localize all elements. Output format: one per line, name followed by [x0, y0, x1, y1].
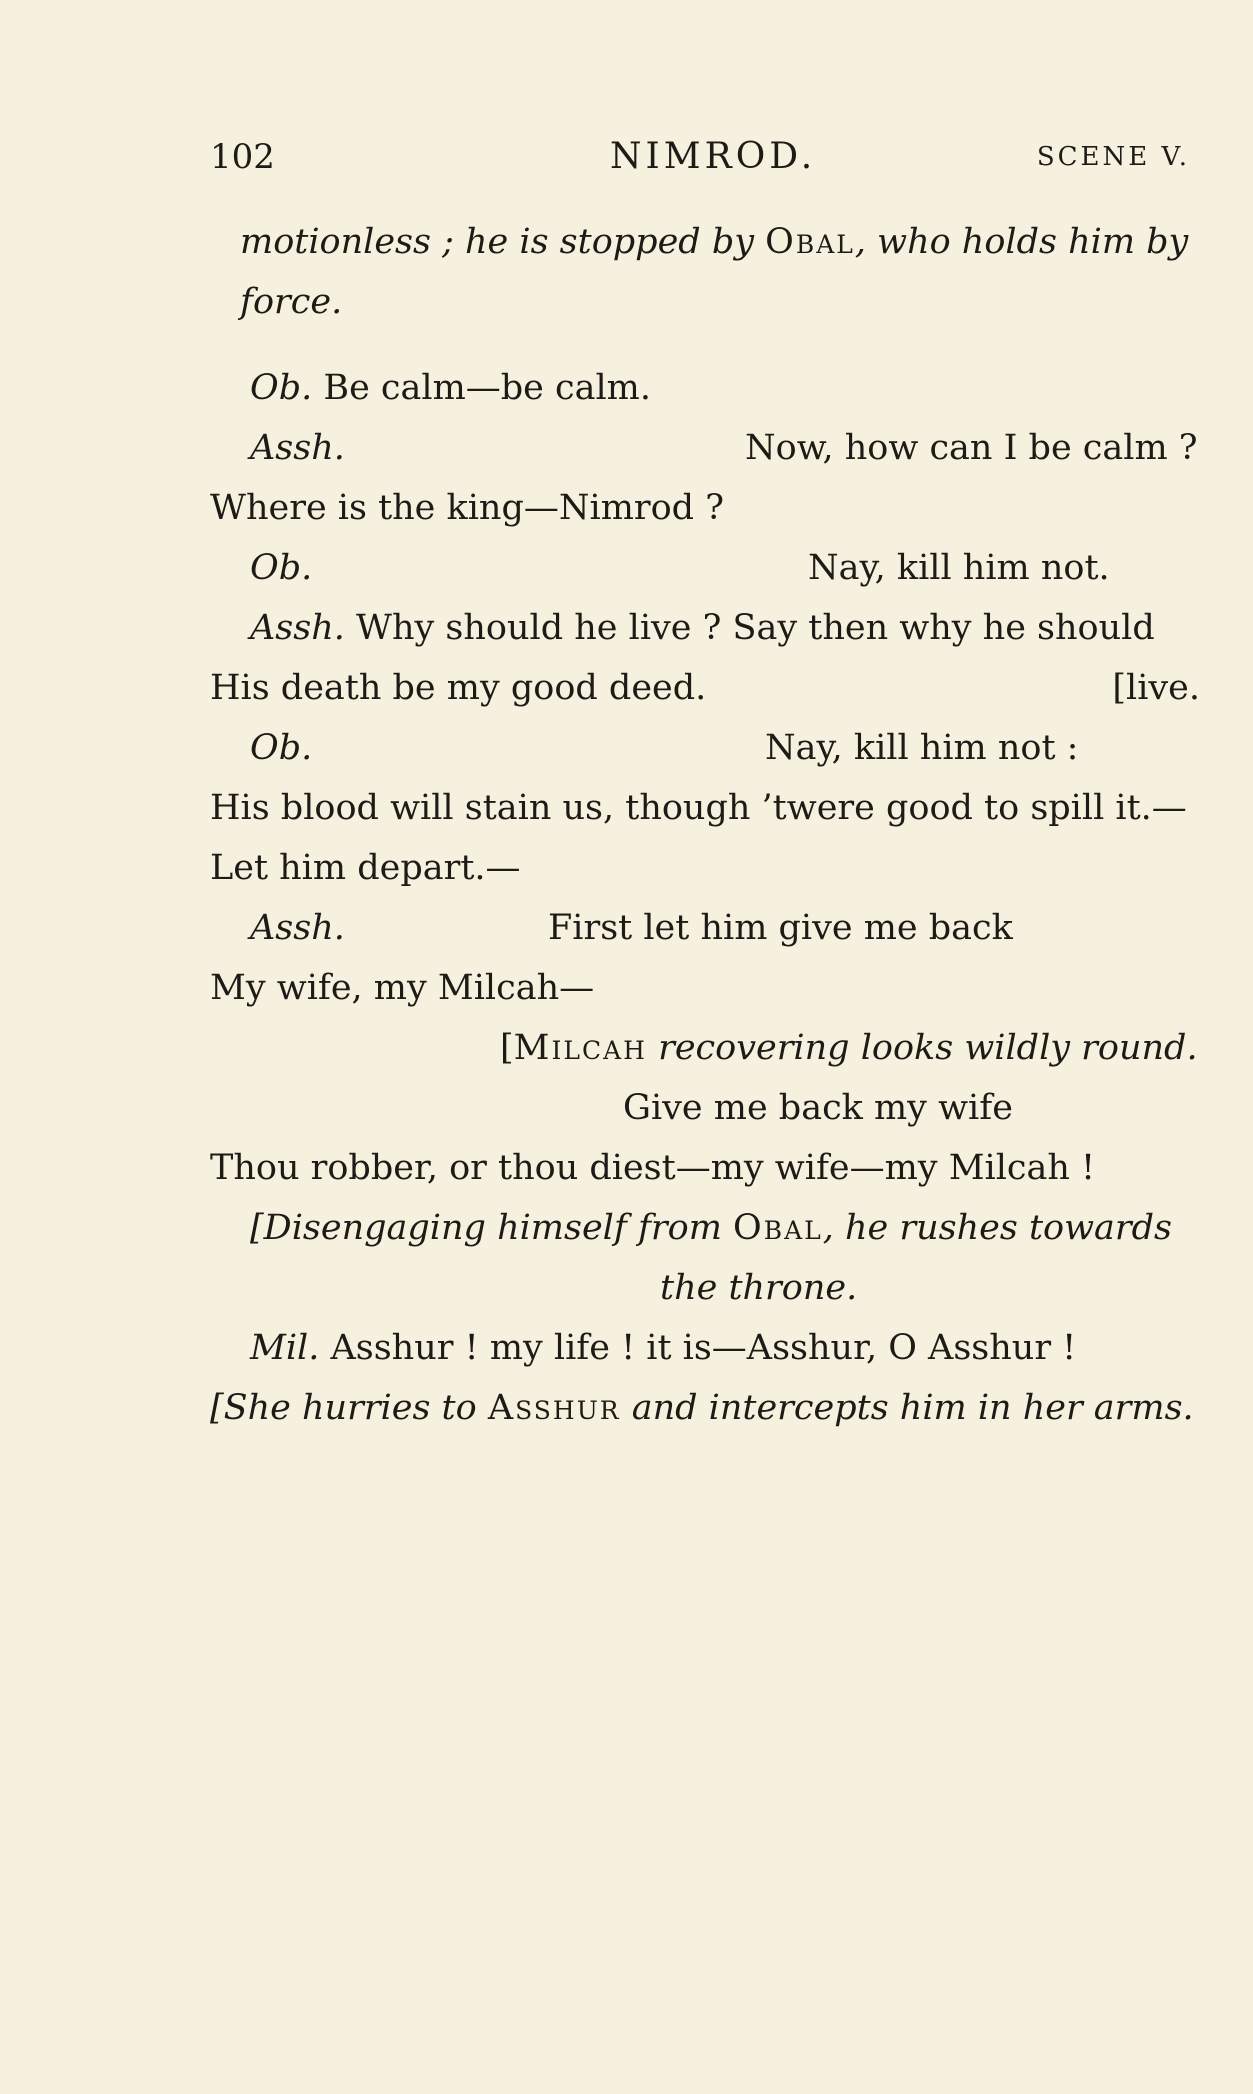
dialogue-line: Where is the king—Nimrod ?: [210, 488, 724, 528]
dialogue-line: Give me back my wife: [623, 1088, 1013, 1128]
play-text: [210, 212, 1200, 1438]
dialogue-line: Let him depart.—: [210, 848, 521, 888]
speaker-label: Assh.: [250, 428, 345, 468]
dialogue-line: Assh. First let him give me back: [210, 898, 1200, 958]
speaker-label: Ob.: [250, 728, 313, 768]
scene-label: SCENE V.: [1036, 142, 1190, 172]
dialogue-line: His death be my good deed. [live.: [210, 668, 1200, 708]
stage-direction: [She hurries to Asshur and intercepts him in her arms.: [210, 1388, 1194, 1428]
dialogue-line: Assh. Why should he live ? Say then why he should: [250, 608, 1155, 648]
dialogue-line: His blood will stain us, though ’twere good to spill it.—: [210, 788, 1187, 828]
speaker-label: Assh.: [250, 908, 345, 948]
page-number: 102: [210, 137, 275, 177]
stage-direction: the throne.: [660, 1268, 858, 1308]
stage-direction: [Disengaging himself from Obal, he rushes towards: [250, 1208, 1173, 1248]
character-name: Milcah: [513, 1028, 647, 1068]
dialogue-line: Ob. Nay, kill him not :: [210, 718, 1200, 778]
speaker-label: Mil.: [250, 1328, 320, 1368]
dialogue-line: Thou robber, or thou diest—my wife—my Milcah !: [210, 1148, 1096, 1188]
speaker-label: Assh.: [250, 608, 345, 648]
dialogue-line: My wife, my Milcah—: [210, 968, 595, 1008]
running-header: [210, 132, 1200, 182]
stage-direction: motionless ; he is stopped by Obal, who holds him by: [240, 222, 1189, 262]
character-name: Obal: [765, 222, 855, 262]
dialogue-line: Ob. Nay, kill him not.: [210, 538, 1200, 598]
running-title: NIMROD.: [610, 136, 817, 177]
dialogue-line: Ob. Be calm—be calm.: [250, 368, 651, 408]
speaker-label: Ob.: [250, 548, 313, 588]
stage-direction: force.: [240, 282, 343, 322]
stage-direction: [Milcah recovering looks wildly round.: [500, 1028, 1198, 1068]
character-name: Asshur: [487, 1388, 621, 1428]
speaker-label: Ob.: [250, 368, 313, 408]
dialogue-line: Mil. Asshur ! my life ! it is—Asshur, O Asshur !: [250, 1328, 1077, 1368]
dialogue-line: Assh. Now, how can I be calm ?: [210, 418, 1200, 478]
character-name: Obal: [733, 1208, 823, 1248]
